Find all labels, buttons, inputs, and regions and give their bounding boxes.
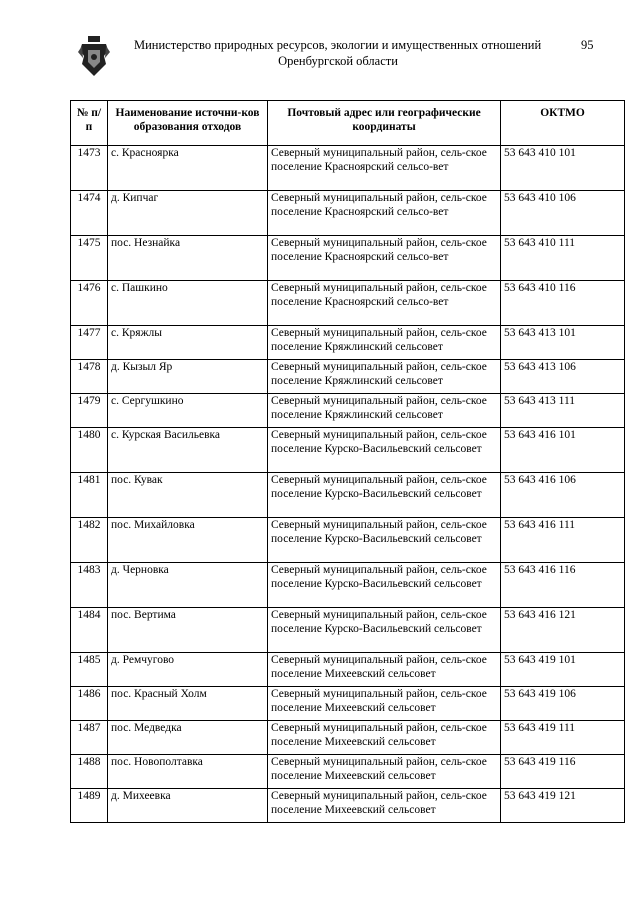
oktmo-code: 53 643 413 101 (501, 326, 625, 360)
source-name: пос. Медведка (108, 721, 268, 755)
table-row (71, 281, 625, 326)
source-name: пос. Кувак (108, 473, 268, 518)
address: Северный муниципальный район, сель-ское поселение Красноярский сельсо-вет (268, 281, 501, 326)
address: Северный муниципальный район, сель-ское поселение Михеевский сельсовет (268, 755, 501, 789)
table-row (71, 789, 625, 823)
row-number: 1475 (71, 236, 108, 281)
column-header-oktmo: ОКТМО (501, 101, 625, 146)
row-number: 1485 (71, 653, 108, 687)
row-number: 1489 (71, 789, 108, 823)
table-row (71, 687, 625, 721)
row-number: 1480 (71, 428, 108, 473)
table-row (71, 394, 625, 428)
source-name: с. Кряжлы (108, 326, 268, 360)
source-name: д. Черновка (108, 563, 268, 608)
row-number: 1478 (71, 360, 108, 394)
source-name: с. Красноярка (108, 146, 268, 191)
oktmo-code: 53 643 416 106 (501, 473, 625, 518)
table-row (71, 428, 625, 473)
source-name: пос. Михайловка (108, 518, 268, 563)
source-name: пос. Незнайка (108, 236, 268, 281)
address: Северный муниципальный район, сель-ское поселение Михеевский сельсовет (268, 789, 501, 823)
address: Северный муниципальный район, сель-ское поселение Кряжлинский сельсовет (268, 394, 501, 428)
table-row (71, 755, 625, 789)
oktmo-code: 53 643 416 121 (501, 608, 625, 653)
ministry-title: Министерство природных ресурсов, экологии и имущественных отношений (134, 38, 542, 52)
source-name: д. Михеевка (108, 789, 268, 823)
address: Северный муниципальный район, сель-ское поселение Красноярский сельсо-вет (268, 191, 501, 236)
source-name: с. Курская Васильевка (108, 428, 268, 473)
row-number: 1473 (71, 146, 108, 191)
row-number: 1481 (71, 473, 108, 518)
waste-sources-table (70, 100, 625, 823)
table-row (71, 721, 625, 755)
oktmo-code: 53 643 419 121 (501, 789, 625, 823)
row-number: 1482 (71, 518, 108, 563)
table-row (71, 146, 625, 191)
column-header-address: Почтовый адрес или географические координаты (268, 101, 501, 146)
row-number: 1486 (71, 687, 108, 721)
address: Северный муниципальный район, сель-ское поселение Кряжлинский сельсовет (268, 360, 501, 394)
row-number: 1479 (71, 394, 108, 428)
address: Северный муниципальный район, сель-ское поселение Красноярский сельсо-вет (268, 146, 501, 191)
oktmo-code: 53 643 416 111 (501, 518, 625, 563)
row-number: 1487 (71, 721, 108, 755)
address: Северный муниципальный район, сель-ское поселение Курско-Васильевский сельсовет (268, 608, 501, 653)
table-row (71, 653, 625, 687)
table-header-row (71, 101, 625, 146)
oktmo-code: 53 643 416 116 (501, 563, 625, 608)
address: Северный муниципальный район, сель-ское поселение Курско-Васильевский сельсовет (268, 473, 501, 518)
source-name: с. Сергушкино (108, 394, 268, 428)
oktmo-code: 53 643 419 101 (501, 653, 625, 687)
table-row (71, 518, 625, 563)
address: Северный муниципальный район, сель-ское поселение Кряжлинский сельсовет (268, 326, 501, 360)
address: Северный муниципальный район, сель-ское поселение Михеевский сельсовет (268, 721, 501, 755)
source-name: д. Ремчугово (108, 653, 268, 687)
oktmo-code: 53 643 413 111 (501, 394, 625, 428)
column-header-name: Наименование источни-ков образования отходов (108, 101, 268, 146)
oktmo-code: 53 643 416 101 (501, 428, 625, 473)
row-number: 1474 (71, 191, 108, 236)
oktmo-code: 53 643 410 116 (501, 281, 625, 326)
address: Северный муниципальный район, сель-ское поселение Курско-Васильевский сельсовет (268, 563, 501, 608)
row-number: 1477 (71, 326, 108, 360)
address: Северный муниципальный район, сель-ское поселение Курско-Васильевский сельсовет (268, 428, 501, 473)
table-row (71, 191, 625, 236)
table-row (71, 473, 625, 518)
oktmo-code: 53 643 410 106 (501, 191, 625, 236)
oktmo-code: 53 643 410 111 (501, 236, 625, 281)
row-number: 1483 (71, 563, 108, 608)
address: Северный муниципальный район, сель-ское поселение Михеевский сельсовет (268, 653, 501, 687)
source-name: с. Пашкино (108, 281, 268, 326)
row-number: 1484 (71, 608, 108, 653)
oktmo-code: 53 643 410 101 (501, 146, 625, 191)
source-name: пос. Красный Холм (108, 687, 268, 721)
address: Северный муниципальный район, сель-ское поселение Михеевский сельсовет (268, 687, 501, 721)
source-name: пос. Новополтавка (108, 755, 268, 789)
table-row (71, 326, 625, 360)
address: Северный муниципальный район, сель-ское поселение Красноярский сельсо-вет (268, 236, 501, 281)
table-row (71, 236, 625, 281)
row-number: 1476 (71, 281, 108, 326)
page-header (0, 0, 640, 80)
address: Северный муниципальный район, сель-ское поселение Курско-Васильевский сельсовет (268, 518, 501, 563)
row-number: 1488 (71, 755, 108, 789)
table-row (71, 608, 625, 653)
source-name: пос. Вертима (108, 608, 268, 653)
source-name: д. Кызыл Яр (108, 360, 268, 394)
oktmo-code: 53 643 419 106 (501, 687, 625, 721)
source-name: д. Кипчаг (108, 191, 268, 236)
table-row (71, 563, 625, 608)
region-title: Оренбургской области (278, 54, 398, 68)
oktmo-code: 53 643 419 111 (501, 721, 625, 755)
oktmo-code: 53 643 419 116 (501, 755, 625, 789)
table-row (71, 360, 625, 394)
column-header-number: № п/п (71, 101, 108, 146)
page-number: 95 (581, 38, 594, 52)
oktmo-code: 53 643 413 106 (501, 360, 625, 394)
